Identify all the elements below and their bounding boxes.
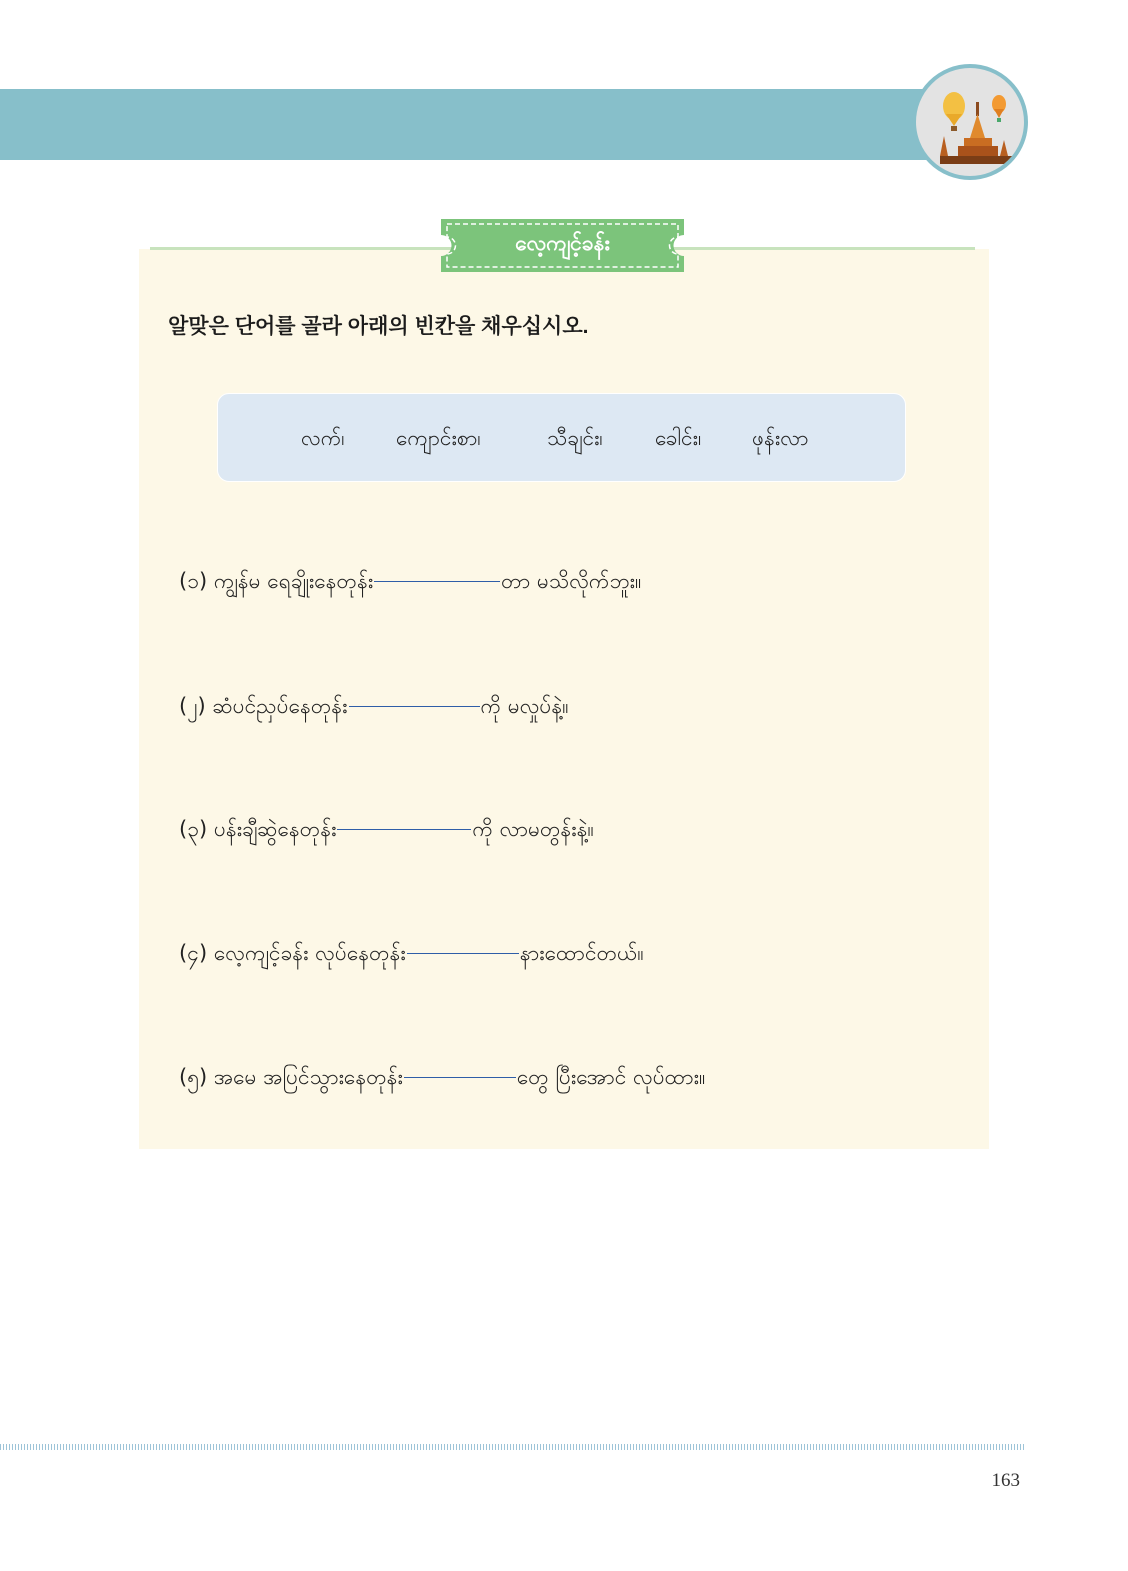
- exercise-item-1: [179, 563, 641, 599]
- answer-blank[interactable]: [337, 828, 471, 830]
- exercise-text-after: ကို မလှုပ်နဲ့။: [480, 694, 569, 718]
- answer-blank[interactable]: [349, 705, 480, 707]
- exercise-text-before: (၄) လေ့ကျင့်ခန်း လုပ်နေတုန်း: [179, 941, 406, 965]
- instruction-text: 알맞은 단어를 골라 아래의 빈칸을 채우십시오.: [168, 315, 589, 338]
- exercise-item-4: [179, 935, 644, 971]
- exercise-item-2: [179, 688, 569, 724]
- word-bank-item: ကျောင်းစာ၊: [396, 426, 481, 450]
- section-tag: [441, 219, 684, 272]
- word-bank-item: ခေါင်း၊: [655, 426, 702, 450]
- exercise-item-5: [179, 1059, 705, 1095]
- word-bank-item: ဖုန်းလာ: [752, 426, 809, 450]
- hot-air-balloons-pagoda-icon: [912, 64, 1028, 180]
- exercise-item-3: [179, 811, 594, 847]
- exercise-text-before: (၂) ဆံပင်ညှပ်နေတုန်း: [179, 694, 348, 718]
- exercise-text-after: တွေ ပြီးအောင် လုပ်ထား။: [516, 1065, 706, 1089]
- answer-blank[interactable]: [407, 952, 519, 954]
- exercise-text-before: (၃) ပန်းချီဆွဲနေတုန်း: [179, 817, 337, 841]
- answer-blank[interactable]: [374, 580, 500, 582]
- exercise-text-after: နားထောင်တယ်။: [519, 941, 644, 965]
- header-band: [0, 89, 940, 160]
- word-bank-item: လက်၊: [301, 426, 345, 450]
- exercise-text-before: (၅) အမေ အပြင်သွားနေတုန်း: [179, 1065, 403, 1089]
- page-number: 163: [991, 1470, 1020, 1491]
- exercise-text-before: (၁) ကျွန်မ ရေချိုးနေတုန်း: [179, 569, 374, 593]
- word-bank-item: သီချင်း၊: [547, 426, 603, 450]
- exercise-text-after: တာ မသိလိုက်ဘူး။: [501, 569, 642, 593]
- answer-blank[interactable]: [404, 1076, 516, 1078]
- exercise-text-after: ကို လာမတွန်းနဲ့။: [472, 817, 594, 841]
- section-tag-label: လေ့ကျင့်ခန်း: [515, 231, 610, 255]
- footer-dotted-rule: [0, 1444, 1026, 1450]
- word-bank: [217, 393, 906, 482]
